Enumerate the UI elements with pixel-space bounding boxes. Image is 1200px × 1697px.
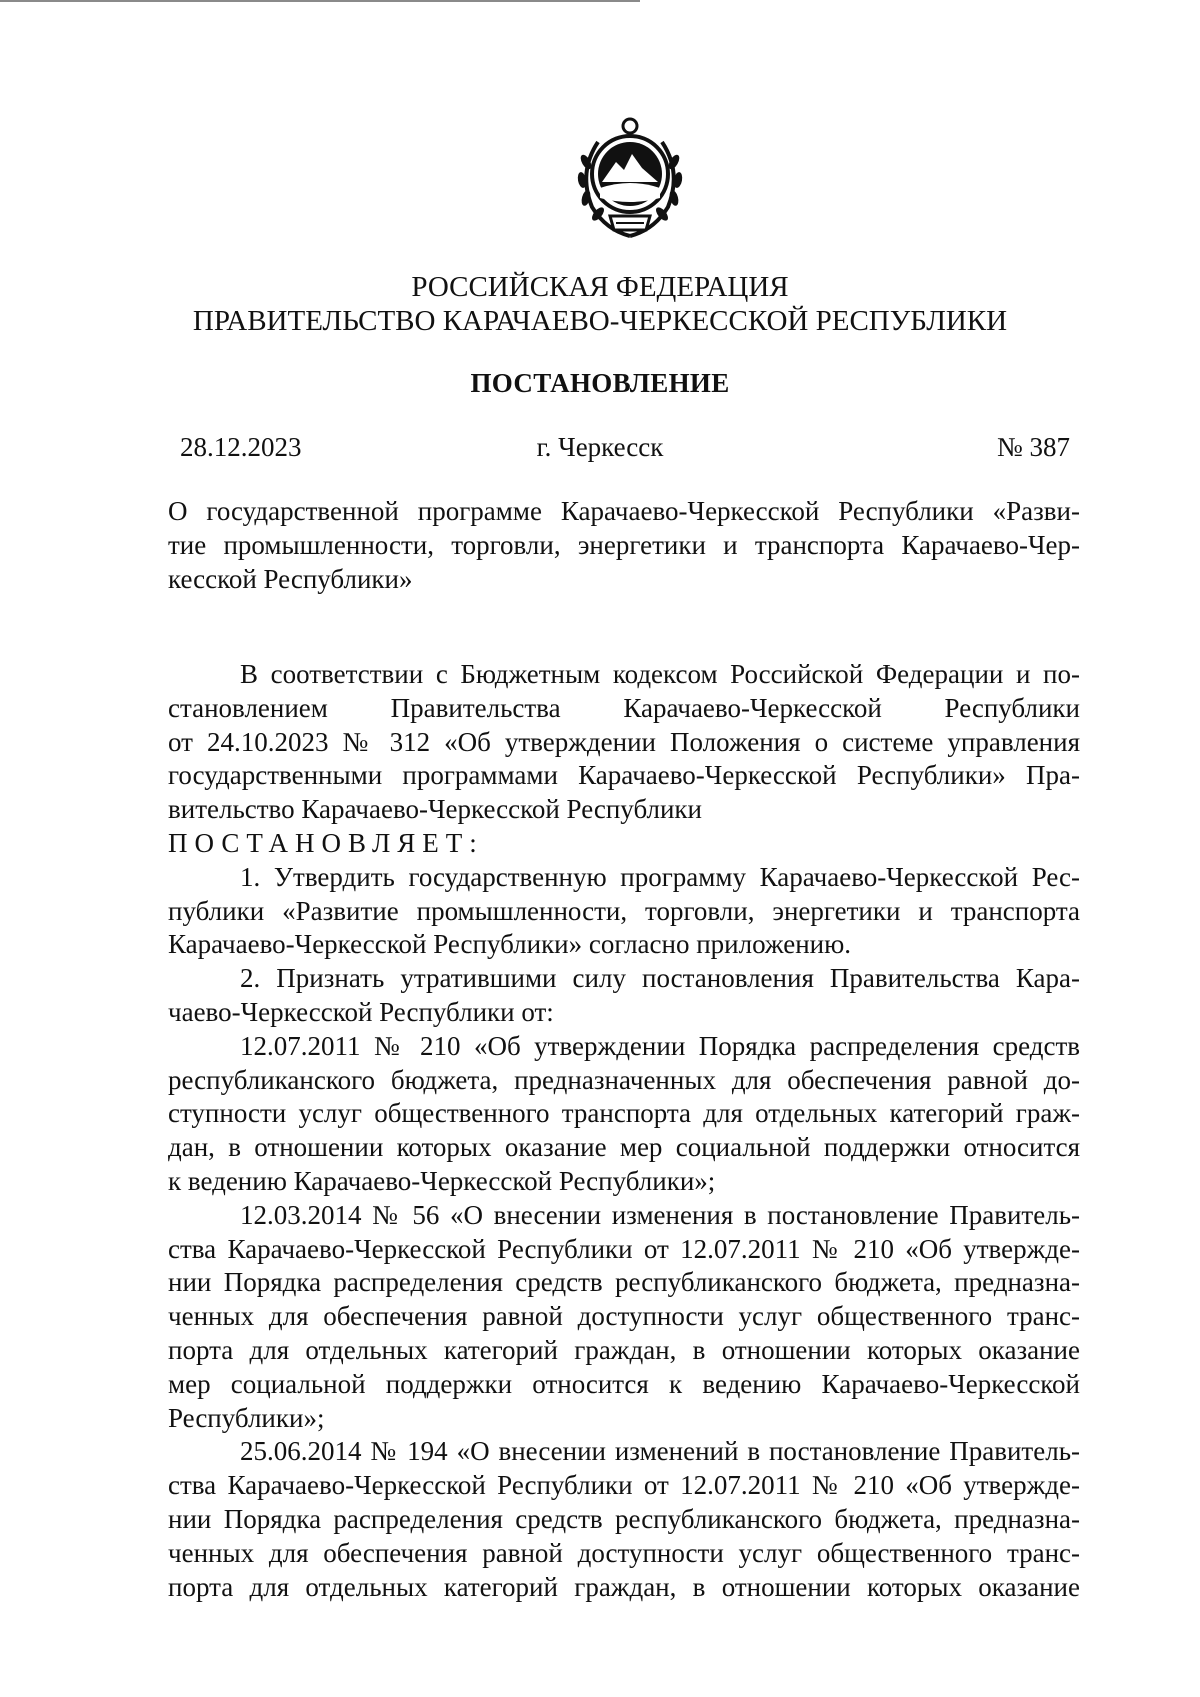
body-line: чаево-Черкесской Республики от: (168, 996, 554, 1027)
body-line: республиканского бюджета, предназначенных для обеспечения равной до- (168, 1064, 1080, 1095)
body-line: от 24.10.2023 № 312 «Об утверждении Положения о системе управления (168, 726, 1080, 757)
body-line: становлением Правительства Карачаево-Черкесской Республики (168, 692, 1080, 723)
body-line: ченных для обеспечения равной доступности услуг общественного транс- (168, 1537, 1080, 1568)
subject-line: тие промышленности, торговли, энергетики и транспорта Карачаево-Чер- (168, 530, 1080, 560)
body-line: нии Порядка распределения средств республиканского бюджета, предназна- (168, 1267, 1080, 1298)
document-body (168, 658, 1080, 1604)
body-line: Республики»; (168, 1402, 325, 1433)
document-subject (168, 494, 1080, 596)
scan-edge-line (0, 0, 640, 2)
body-line: 1. Утвердить государственную программу Карачаево-Черкесской Рес- (240, 861, 1080, 892)
subject-line: О государственной программе Карачаево-Черкесской Республики «Разви- (168, 496, 1080, 526)
body-line: вительство Карачаево-Черкесской Республики (168, 794, 703, 825)
body-line: порта для отдельных категорий граждан, в отношении которых оказание (168, 1571, 1080, 1602)
body-line: 12.03.2014 № 56 «О внесении изменения в постановление Правитель- (240, 1199, 1080, 1230)
document-number: № 387 (996, 432, 1070, 462)
body-line: нии Порядка распределения средств республиканского бюджета, предназна- (168, 1503, 1080, 1534)
body-line: 2. Признать утратившими силу постановления Правительства Кара- (240, 963, 1080, 994)
body-line: ченных для обеспечения равной доступности услуг общественного транс- (168, 1301, 1080, 1332)
body-line: В соответствии с Бюджетным кодексом Российской Федерации и по- (240, 659, 1080, 689)
body-line: 12.07.2011 № 210 «Об утверждении Порядка распределения средств (240, 1030, 1080, 1061)
body-line: к ведению Карачаево-Черкесской Республики»; (168, 1165, 716, 1196)
resolves-heading: ПОСТАНОВЛЯЕТ: (168, 827, 484, 858)
document-city: г. Черкесск (536, 432, 664, 462)
coat-of-arms-emblem-icon (570, 112, 690, 242)
body-line: государственными программами Карачаево-Черкесской Республики» Пра- (168, 760, 1080, 791)
body-line: ства Карачаево-Черкесской Республики от 12.07.2011 № 210 «Об утвержде- (168, 1233, 1080, 1264)
document-type-title: ПОСТАНОВЛЕНИЕ (470, 368, 730, 398)
body-line: порта для отдельных категорий граждан, в отношении которых оказание (168, 1334, 1080, 1365)
body-line: публики «Развитие промышленности, торговли, энергетики и транспорта (168, 895, 1080, 926)
document-date: 28.12.2023 (180, 432, 302, 462)
subject-line: кесской Республики» (168, 564, 413, 594)
body-line: ства Карачаево-Черкесской Республики от 12.07.2011 № 210 «Об утвержде- (168, 1470, 1080, 1501)
body-line: Карачаево-Черкесской Республики» согласно приложению. (168, 929, 852, 960)
body-line: ступности услуг общественного транспорта для отдельных категорий граж- (168, 1098, 1080, 1129)
body-line: дан, в отношении которых оказание мер социальной поддержки относится (168, 1132, 1080, 1163)
header-government: ПРАВИТЕЛЬСТВО КАРАЧАЕВО-ЧЕРКЕССКОЙ РЕСПУБЛИКИ (192, 305, 1008, 337)
body-line: 25.06.2014 № 194 «О внесении изменений в постановление Правитель- (240, 1436, 1080, 1467)
body-line: мер социальной поддержки относится к ведению Карачаево-Черкесской (168, 1368, 1080, 1399)
header-country: РОССИЙСКАЯ ФЕДЕРАЦИЯ (411, 271, 789, 303)
